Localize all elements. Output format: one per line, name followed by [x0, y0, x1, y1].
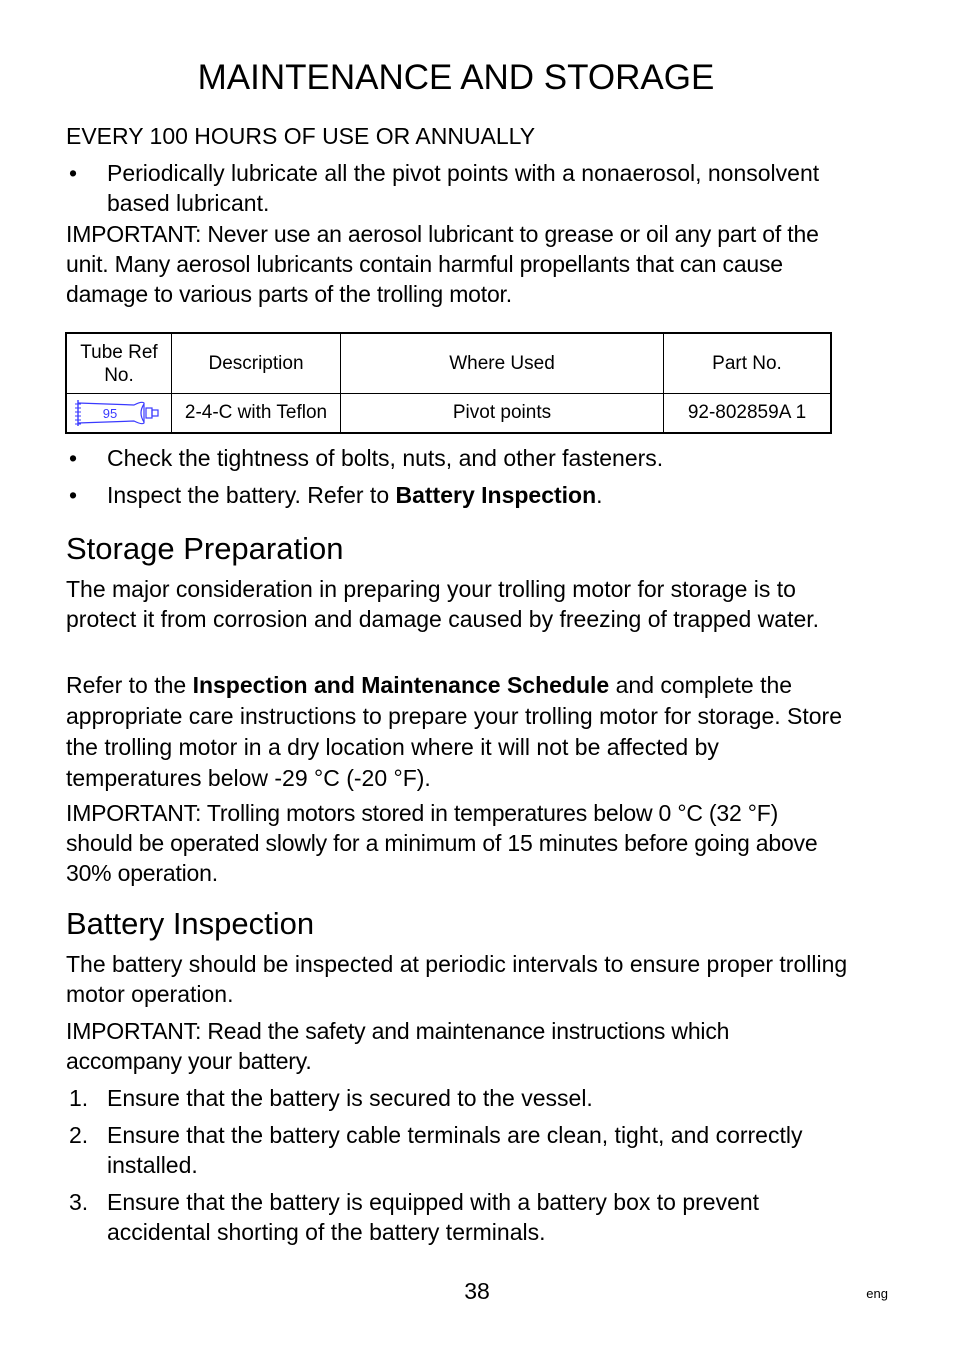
storage-paragraph-2 [66, 670, 856, 794]
description-cell: 2-4-C with Teflon [172, 394, 341, 434]
important-note-battery: IMPORTANT: Read the safety and maintenance instructions which accompany your battery. [66, 1018, 730, 1074]
list-item [66, 480, 663, 510]
schedule-reference: Inspection and Maintenance Schedule [192, 672, 610, 698]
step-text: Ensure that the battery is secured to the vessel. [107, 1085, 593, 1111]
step-number: 3. [69, 1189, 89, 1215]
step-number: 2. [69, 1122, 89, 1148]
list-item: • Periodically lubricate all the pivot points with a nonaerosol, nonsolvent based lubricant. [66, 158, 846, 218]
interval-bullet-list [66, 158, 846, 218]
table-header-row [66, 333, 831, 394]
storage-paragraph-2-pre: Refer to the [66, 672, 193, 698]
page-title: MAINTENANCE AND STORAGE [197, 58, 715, 97]
language-code: eng [866, 1286, 888, 1301]
bullet-text: Inspect the battery. Refer to [107, 482, 396, 508]
column-header-tube-ref: Tube Ref No. [66, 333, 172, 394]
list-item [66, 1120, 856, 1180]
storage-paragraph-1: The major consideration in preparing your trolling motor for storage is to protect it from corrosion and damage caused by freezing of trapped water. [66, 576, 820, 632]
tube-ref-cell [66, 394, 172, 434]
interval-heading: EVERY 100 HOURS OF USE OR ANNUALLY [66, 123, 536, 149]
column-header-where-used: Where Used [341, 333, 664, 394]
step-text: Ensure that the battery cable terminals are clean, tight, and correctly installed. [107, 1122, 803, 1178]
storage-paragraph-2-post: and complete the appropriate care instructions to prepare your trolling motor for storage. Store the trolling motor in a dry location where it will not be affected by temperatures below -29 °C (-20 °F). [66, 672, 842, 791]
bullet-text-end: . [596, 482, 603, 508]
important-note-storage: IMPORTANT: Trolling motors stored in temperatures below 0 °C (32 °F) should be operated slowly for a minimum of 15 minutes before going above 30% operation. [66, 800, 818, 886]
step-number: 1. [69, 1085, 89, 1111]
column-header-description: Description [172, 333, 341, 394]
important-note-lubricant: IMPORTANT: Never use an aerosol lubricant to grease or oil any part of the unit. Many aerosol lubricants contain harmful propellants that can cause damage to various parts of the trolling motor. [66, 221, 819, 307]
battery-paragraph-1: The battery should be inspected at periodic intervals to ensure proper trolling motor operation. [66, 951, 848, 1007]
lubricant-tube-icon [74, 398, 164, 428]
where-used-cell: Pivot points [341, 394, 664, 434]
table-row [66, 394, 831, 434]
battery-steps-list [66, 1083, 856, 1254]
column-header-part-no: Part No. [664, 333, 832, 394]
step-text: Ensure that the battery is equipped with a battery box to prevent accidental shorting of the battery terminals. [107, 1189, 760, 1245]
list-item [66, 1187, 856, 1247]
parts-table [65, 332, 832, 434]
maintenance-bullet-list [66, 443, 663, 517]
battery-inspection-reference: Battery Inspection [395, 482, 597, 508]
page-number: 38 [464, 1278, 490, 1304]
list-item [66, 1083, 856, 1113]
list-item: • Check the tightness of bolts, nuts, and other fasteners. [66, 443, 663, 473]
storage-preparation-heading: Storage Preparation [66, 531, 344, 566]
battery-inspection-heading: Battery Inspection [66, 906, 315, 941]
tube-ref-number: 95 [102, 406, 118, 421]
part-no-cell: 92-802859A 1 [664, 394, 832, 434]
